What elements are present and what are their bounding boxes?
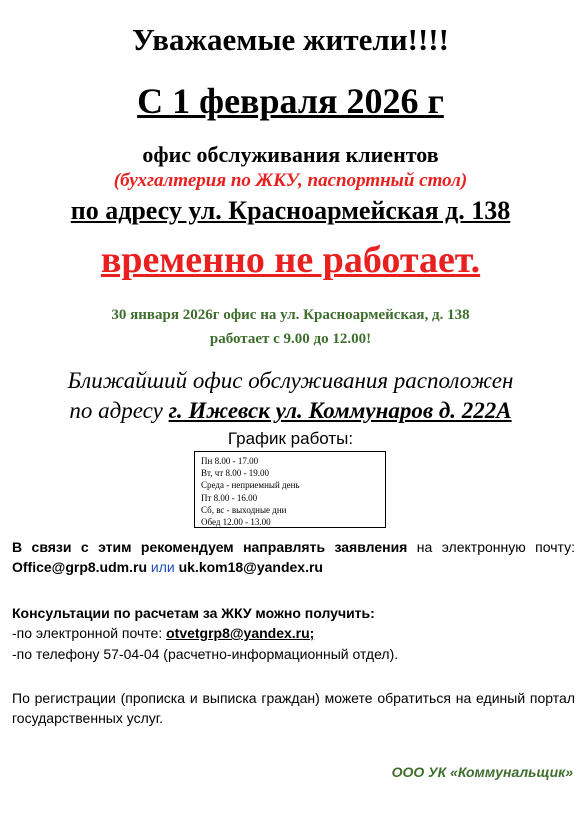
schedule-row: Среда - неприемный день [201,480,300,491]
notice-line-1: 30 января 2026г офис на ул. Красноармейская, д. 138 [111,307,470,323]
schedule-title: График работы: [227,429,354,448]
consult-title: Консультации по расчетам за ЖКУ можно получить: [12,605,375,621]
schedule-row: Сб, вс - выходные дни [201,504,287,515]
closed-notice: временно не работает. [100,239,481,281]
email-link-office[interactable]: Office@grp8.udm.ru [12,559,147,575]
consult-email-prefix: -по электронной почте: [12,625,167,641]
office-subtitle: (бухгалтерия по ЖКУ, паспортный стол) [113,170,468,191]
recommend-paragraph [12,537,575,577]
consult-phone-line: -по телефону 57-04-04 (расчетно-информационный отдел). [12,646,399,662]
schedule-row: Пт 8.00 - 16.00 [201,492,258,503]
nearest-office-address: г. Ижевск ул. Коммунаров д. 222А [168,398,512,423]
signature: ООО УК «Коммунальщик» [391,764,573,780]
address-line: по адресу ул. Красноармейская д. 138 [70,196,511,225]
notice-line-2: работает с 9.00 до 12.00! [209,331,372,347]
date-heading: С 1 февраля 2026 г [137,81,444,121]
consult-email-line [12,623,575,643]
greeting-heading: Уважаемые жители!!!! [132,22,449,57]
recommend-text: на электронную почту: [407,539,575,555]
email-link-ukkom[interactable]: uk.kom18@yandex.ru [178,559,323,575]
schedule-box [194,451,386,528]
schedule-row: Вт, чт 8.00 - 19.00 [201,468,269,479]
schedule-row: Пн 8.00 - 17.00 [201,456,259,466]
nearest-office-line-1: Ближайший офис обслуживания расположен [67,368,514,393]
nearest-office-prefix: по адресу [69,398,169,423]
or-text: или [147,559,179,575]
nearest-office-line-2 [0,398,581,424]
recommend-bold-text: В связи с этим рекомендуем направлять заявления [12,539,408,555]
office-line: офис обслуживания клиентов [142,142,439,167]
portal-paragraph: По регистрации (прописка и выписка граждан) можете обратиться на единый портал государственных услуг. [12,690,575,726]
schedule-row: Обед 12.00 - 13.00 [201,517,271,528]
consult-email-link[interactable]: otvetgrp8@yandex.ru; [166,625,315,641]
